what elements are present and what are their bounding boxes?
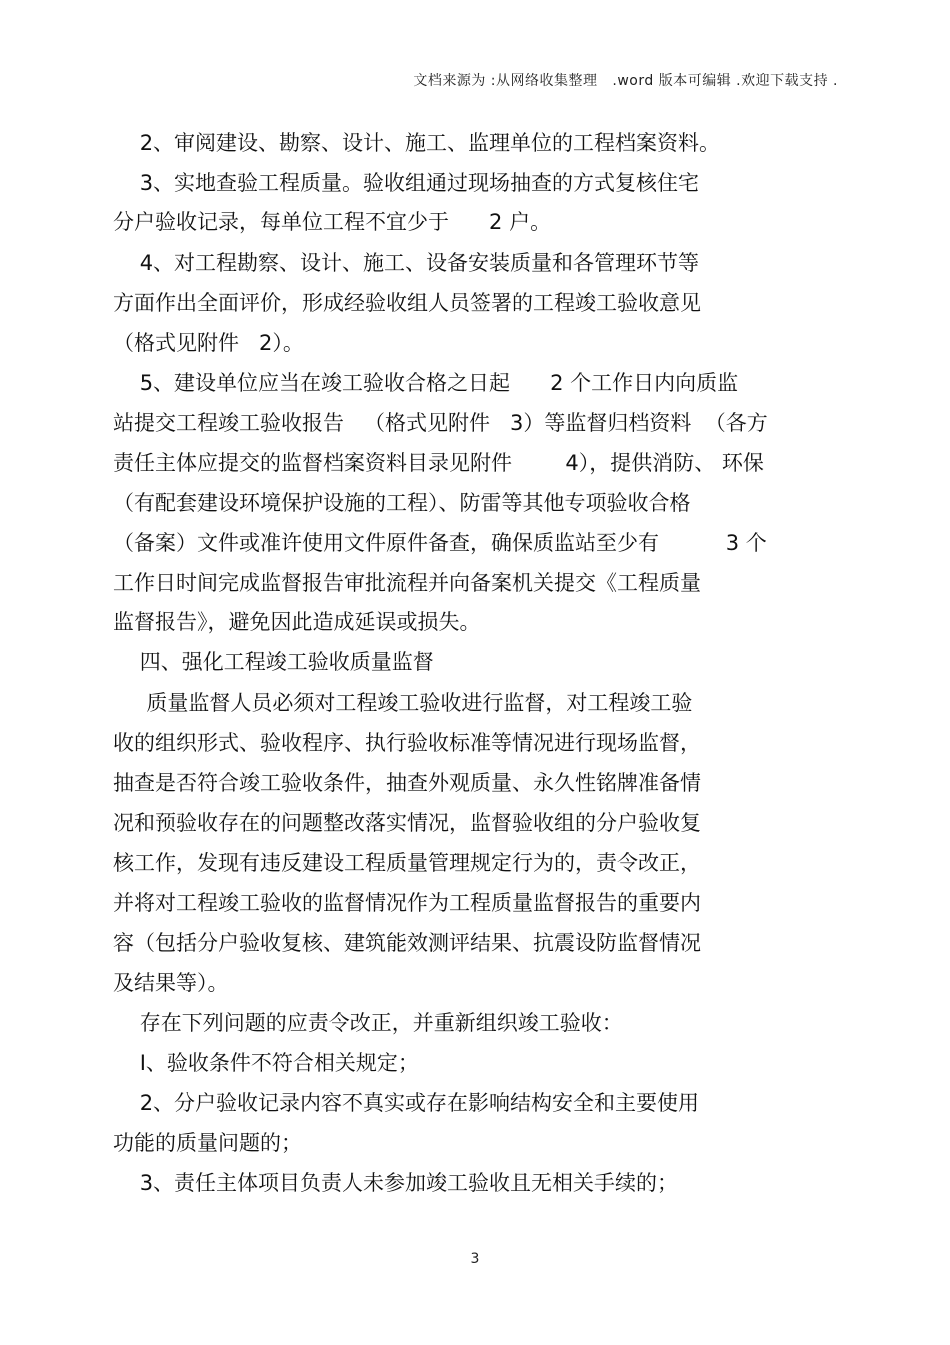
section-heading: 四、强化工程竣工验收质量监督 bbox=[113, 650, 434, 674]
body-line: 核工作，发现有违反建设工程质量管理规定行为的，责令改正， bbox=[113, 851, 701, 875]
body-line: 及结果等）。 bbox=[113, 971, 229, 995]
body-line: 分户验收记录，每单位工程不宜少于 2 户。 bbox=[113, 210, 552, 234]
body-line: 质量监督人员必须对工程竣工验收进行监督，对工程竣工验 bbox=[113, 691, 693, 715]
body-line: 工作日时间完成监督报告审批流程并向备案机关提交《工程质量 bbox=[113, 571, 701, 595]
body-line: 责任主体应提交的监督档案资料目录见附件 4），提供消防、 环保 bbox=[113, 451, 764, 475]
body-line: 功能的质量问题的； bbox=[113, 1131, 302, 1155]
body-line: 容（包括分户验收复核、建筑能效测评结果、抗震设防监督情况 bbox=[113, 931, 701, 955]
body-line: 站提交工程竣工验收报告 （格式见附件 3）等监督归档资料 （各方 bbox=[113, 411, 768, 435]
list-item: 3、责任主体项目负责人未参加竣工验收且无相关手续的； bbox=[113, 1171, 679, 1195]
body-line: 况和预验收存在的问题整改落实情况，监督验收组的分户验收复 bbox=[113, 811, 701, 835]
body-line: 并将对工程竣工验收的监督情况作为工程质量监督报告的重要内 bbox=[113, 891, 701, 915]
body-line: （备案）文件或准许使用文件原件备查，确保质监站至少有 3 个 bbox=[113, 531, 767, 555]
body-line: 4、对工程勘察、设计、施工、设备安装质量和各管理环节等 bbox=[113, 251, 700, 275]
page-header-source-note: 文档来源为 :从网络收集整理 .word 版本可编辑 .欢迎下载支持 . bbox=[413, 73, 838, 89]
body-line: （有配套建设环境保护设施的工程）、防雷等其他专项验收合格 bbox=[113, 491, 691, 515]
body-line: 抽查是否符合竣工验收条件，抽查外观质量、永久性铭牌准备情 bbox=[113, 771, 701, 795]
body-line: 存在下列问题的应责令改正，并重新组织竣工验收： bbox=[113, 1011, 623, 1035]
body-line: 收的组织形式、验收程序、执行验收标准等情况进行现场监督， bbox=[113, 731, 701, 755]
body-line: 3、实地查验工程质量。验收组通过现场抽查的方式复核住宅 bbox=[113, 171, 700, 195]
body-line: （格式见附件 2）。 bbox=[113, 331, 304, 355]
body-line: 监督报告》，避免因此造成延误或损失。 bbox=[113, 610, 481, 634]
page-number: 3 bbox=[470, 1251, 480, 1267]
body-line: 2、审阅建设、勘察、设计、施工、监理单位的工程档案资料。 bbox=[113, 131, 721, 155]
body-line: 5、建设单位应当在竣工验收合格之日起 2 个工作日内向质监 bbox=[113, 371, 739, 395]
list-item: I、验收条件不符合相关规定； bbox=[113, 1051, 419, 1075]
list-item: 2、分户验收记录内容不真实或存在影响结构安全和主要使用 bbox=[113, 1091, 700, 1115]
body-line: 方面作出全面评价，形成经验收组人员签署的工程竣工验收意见 bbox=[113, 291, 701, 315]
